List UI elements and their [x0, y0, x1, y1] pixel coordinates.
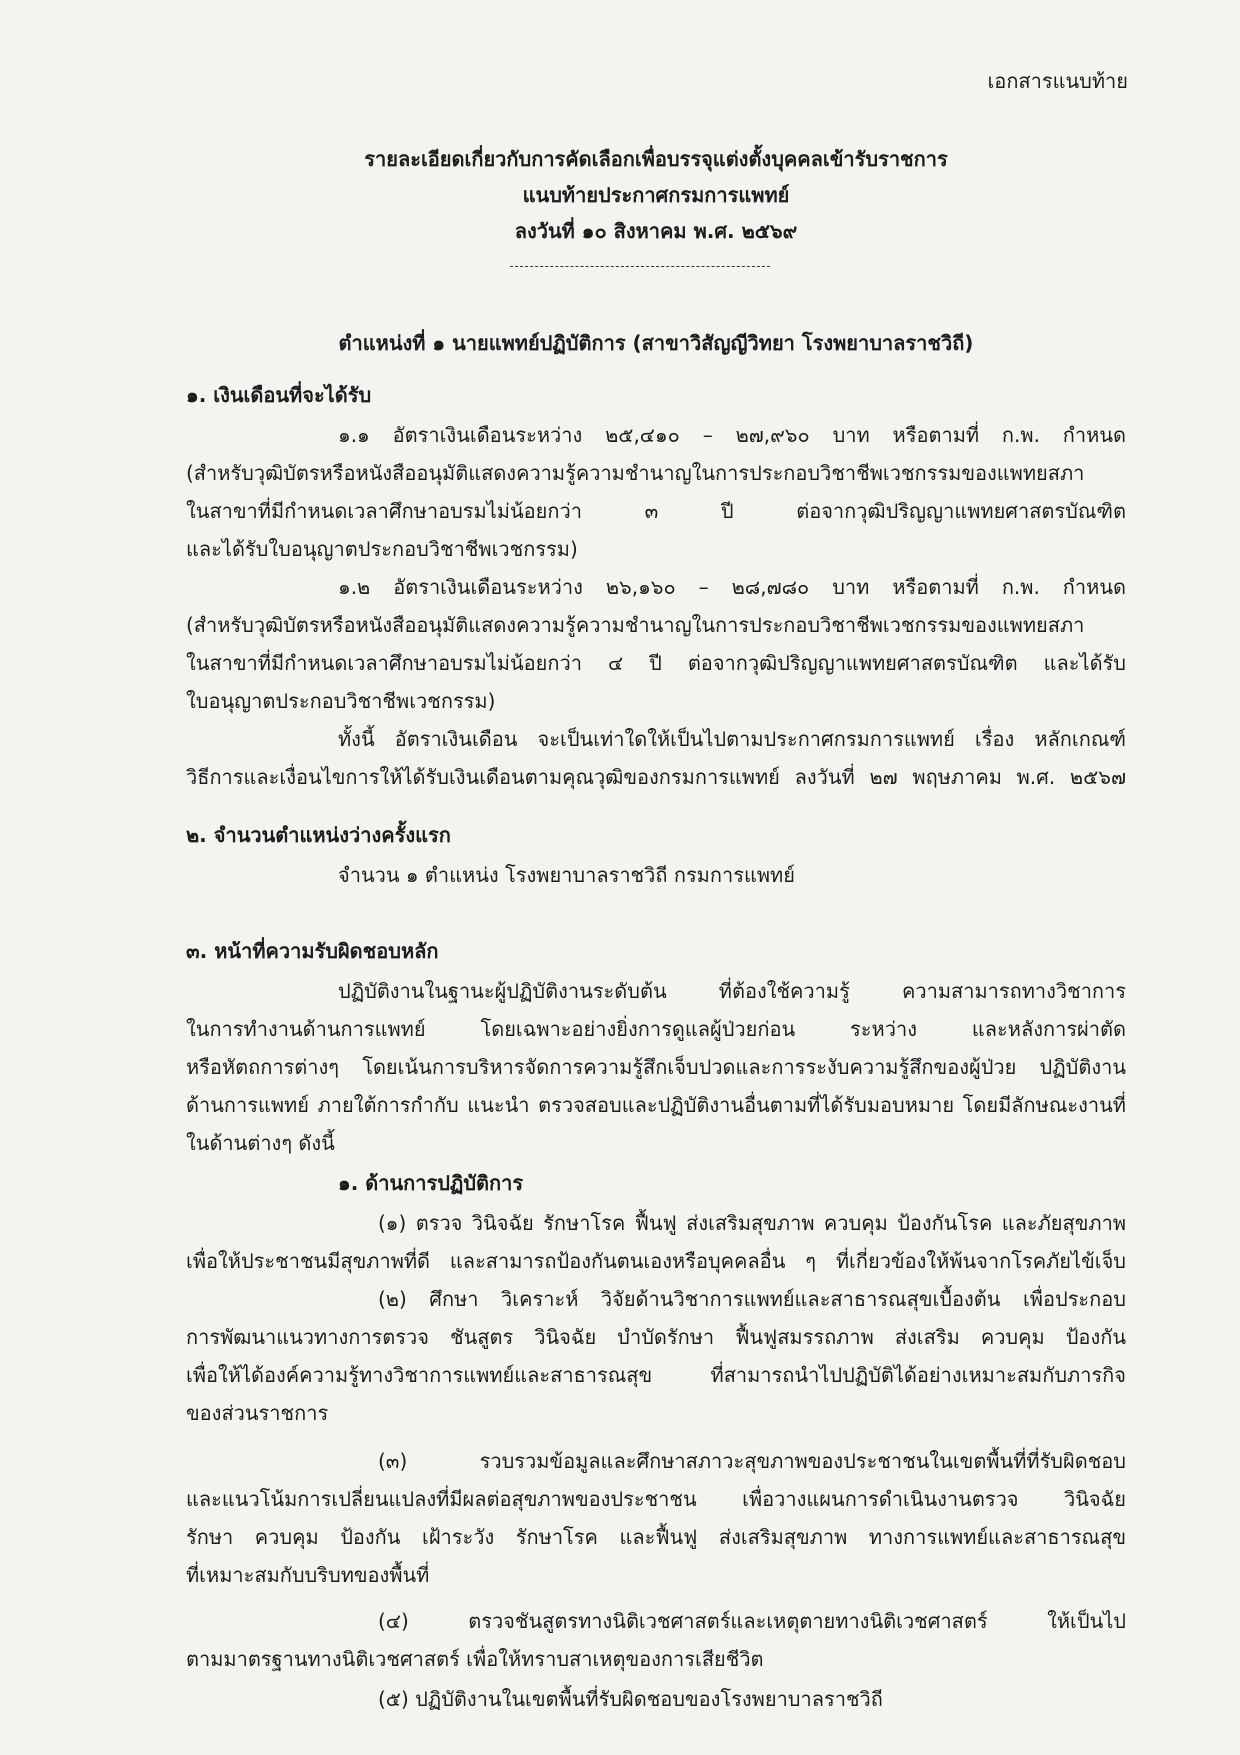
paragraph-line: (๒) ศึกษา วิเคราะห์ วิจัยด้านวิชาการแพทย์และสาธารณสุขเบื้องต้น เพื่อประกอบ — [378, 1287, 1126, 1311]
paragraph-line: การพัฒนาแนวทางการตรวจ ชันสูตร วินิจฉัย บำบัดรักษา ฟื้นฟูสมรรถภาพ ส่งเสริม ควบคุม ป้องกัน — [186, 1325, 1126, 1349]
header-line-3: ลงวันที่ ๑๐ สิงหาคม พ.ศ. ๒๕๖๙ — [514, 219, 798, 243]
paragraph-line: (๑) ตรวจ วินิจฉัย รักษาโรค ฟื้นฟู ส่งเสริมสุขภาพ ควบคุม ป้องกันโรค และภัยสุขภาพ — [378, 1211, 1126, 1235]
paragraph-line: ใบอนุญาตประกอบวิชาชีพเวชกรรม) — [186, 689, 496, 713]
paragraph-line: (๕) ปฏิบัติงานในเขตพื้นที่รับผิดชอบของโรงพยาบาลราชวิถี — [378, 1687, 883, 1711]
paragraph-line: ในสาขาที่มีกำหนดเวลาศึกษาอบรมไม่น้อยกว่า ๔ ปี ต่อจากวุฒิปริญญาแพทยศาสตรบัณฑิต และได้รับ — [186, 651, 1126, 675]
paragraph-line: ในด้านต่างๆ ดังนี้ — [186, 1131, 335, 1155]
paragraph-line: ในการทำงานด้านการแพทย์ โดยเฉพาะอย่างยิ่งการดูแลผู้ป่วยก่อน ระหว่าง และหลังการผ่าตัด — [186, 1017, 1126, 1041]
annex-label: เอกสารแนบท้าย — [987, 69, 1128, 93]
paragraph-line: ทั้งนี้ อัตราเงินเดือน จะเป็นเท่าใดให้เป็นไปตามประกาศกรมการแพทย์ เรื่อง หลักเกณฑ์ — [338, 727, 1126, 751]
paragraph-line: (๓) รวบรวมข้อมูลและศึกษาสภาวะสุขภาพของประชาชนในเขตพื้นที่ที่รับผิดชอบ — [378, 1449, 1126, 1473]
section-2-heading: ๒. จำนวนตำแหน่งว่างครั้งแรก — [186, 823, 451, 847]
sub-heading: ๑. ด้านการปฏิบัติการ — [338, 1171, 524, 1195]
paragraph-line: ในสาขาที่มีกำหนดเวลาศึกษาอบรมไม่น้อยกว่า ๓ ปี ต่อจากวุฒิปริญญาแพทยศาสตรบัณฑิต — [186, 499, 1126, 523]
paragraph-line: ของส่วนราชการ — [186, 1401, 329, 1425]
header-line-1: รายละเอียดเกี่ยวกับการคัดเลือกเพื่อบรรจุแต่งตั้งบุคคลเข้ารับราชการ — [364, 147, 948, 171]
paragraph-line: ปฏิบัติงานในฐานะผู้ปฏิบัติงานระดับต้น ที่ต้องใช้ความรู้ ความสามารถทางวิชาการ — [338, 979, 1126, 1003]
section-1-heading: ๑. เงินเดือนที่จะได้รับ — [186, 383, 372, 407]
paragraph-line: ตามมาตรฐานทางนิติเวชศาสตร์ เพื่อให้ทราบสาเหตุของการเสียชีวิต — [186, 1647, 764, 1671]
header-line-2: แนบท้ายประกาศกรมการแพทย์ — [522, 183, 790, 207]
section-3-heading: ๓. หน้าที่ความรับผิดชอบหลัก — [186, 939, 439, 963]
paragraph-line: วิธีการและเงื่อนไขการให้ได้รับเงินเดือนตามคุณวุฒิของกรมการแพทย์ ลงวันที่ ๒๗ พฤษภาคม พ.ศ. ๒๕๖๗ — [186, 765, 1126, 789]
paragraph-line: ๑.๑ อัตราเงินเดือนระหว่าง ๒๕,๔๑๐ – ๒๗,๙๖๐ บาท หรือตามที่ ก.พ. กำหนด — [338, 423, 1126, 447]
paragraph-line: จำนวน ๑ ตำแหน่ง โรงพยาบาลราชวิถี กรมการแพทย์ — [338, 863, 795, 887]
paragraph-line: (สำหรับวุฒิบัตรหรือหนังสืออนุมัติแสดงความรู้ความชำนาญในการประกอบวิชาชีพเวชกรรมของแพทยสภา — [186, 461, 1085, 485]
paragraph-line: (สำหรับวุฒิบัตรหรือหนังสืออนุมัติแสดงความรู้ความชำนาญในการประกอบวิชาชีพเวชกรรมของแพทยสภา — [186, 613, 1085, 637]
paragraph-line: รักษา ควบคุม ป้องกัน เฝ้าระวัง รักษาโรค และฟื้นฟู ส่งเสริมสุขภาพ ทางการแพทย์และสาธารณสุข — [186, 1525, 1126, 1549]
paragraph-line: ด้านการแพทย์ ภายใต้การกำกับ แนะนำ ตรวจสอบและปฏิบัติงานอื่นตามที่ได้รับมอบหมาย โดยมีลักษณะงานที่ — [186, 1093, 1126, 1117]
position-title: ตำแหน่งที่ ๑ นายแพทย์ปฏิบัติการ (สาขาวิสัญญีวิทยา โรงพยาบาลราชวิถี) — [338, 331, 974, 355]
paragraph-line: หรือหัตถการต่างๆ โดยเน้นการบริหารจัดการความรู้สึกเจ็บปวดและการระงับความรู้สึกของผู้ป่วย ปฏิบัติงาน — [186, 1055, 1126, 1079]
paragraph-line: ที่เหมาะสมกับบริบทของพื้นที่ — [186, 1563, 430, 1587]
paragraph-line: และได้รับใบอนุญาตประกอบวิชาชีพเวชกรรม) — [186, 537, 578, 561]
paragraph-line: เพื่อให้ได้องค์ความรู้ทางวิชาการแพทย์และสาธารณสุข ที่สามารถนำไปปฏิบัติได้อย่างเหมาะสมกับภารกิจ — [186, 1363, 1126, 1387]
separator-line — [510, 266, 770, 267]
paragraph-line: (๔) ตรวจชันสูตรทางนิติเวชศาสตร์และเหตุตายทางนิติเวชศาสตร์ ให้เป็นไป — [378, 1609, 1126, 1633]
paragraph-line: เพื่อให้ประชาชนมีสุขภาพที่ดี และสามารถป้องกันตนเองหรือบุคคลอื่น ๆ ที่เกี่ยวข้องให้พ้นจากโรคภัยไข้เจ็บ — [186, 1249, 1126, 1273]
paragraph-line: และแนวโน้มการเปลี่ยนแปลงที่มีผลต่อสุขภาพของประชาชน เพื่อวางแผนการดำเนินงานตรวจ วินิจฉัย — [186, 1487, 1126, 1511]
paragraph-line: ๑.๒ อัตราเงินเดือนระหว่าง ๒๖,๑๖๐ – ๒๘,๗๘๐ บาท หรือตามที่ ก.พ. กำหนด — [338, 575, 1126, 599]
